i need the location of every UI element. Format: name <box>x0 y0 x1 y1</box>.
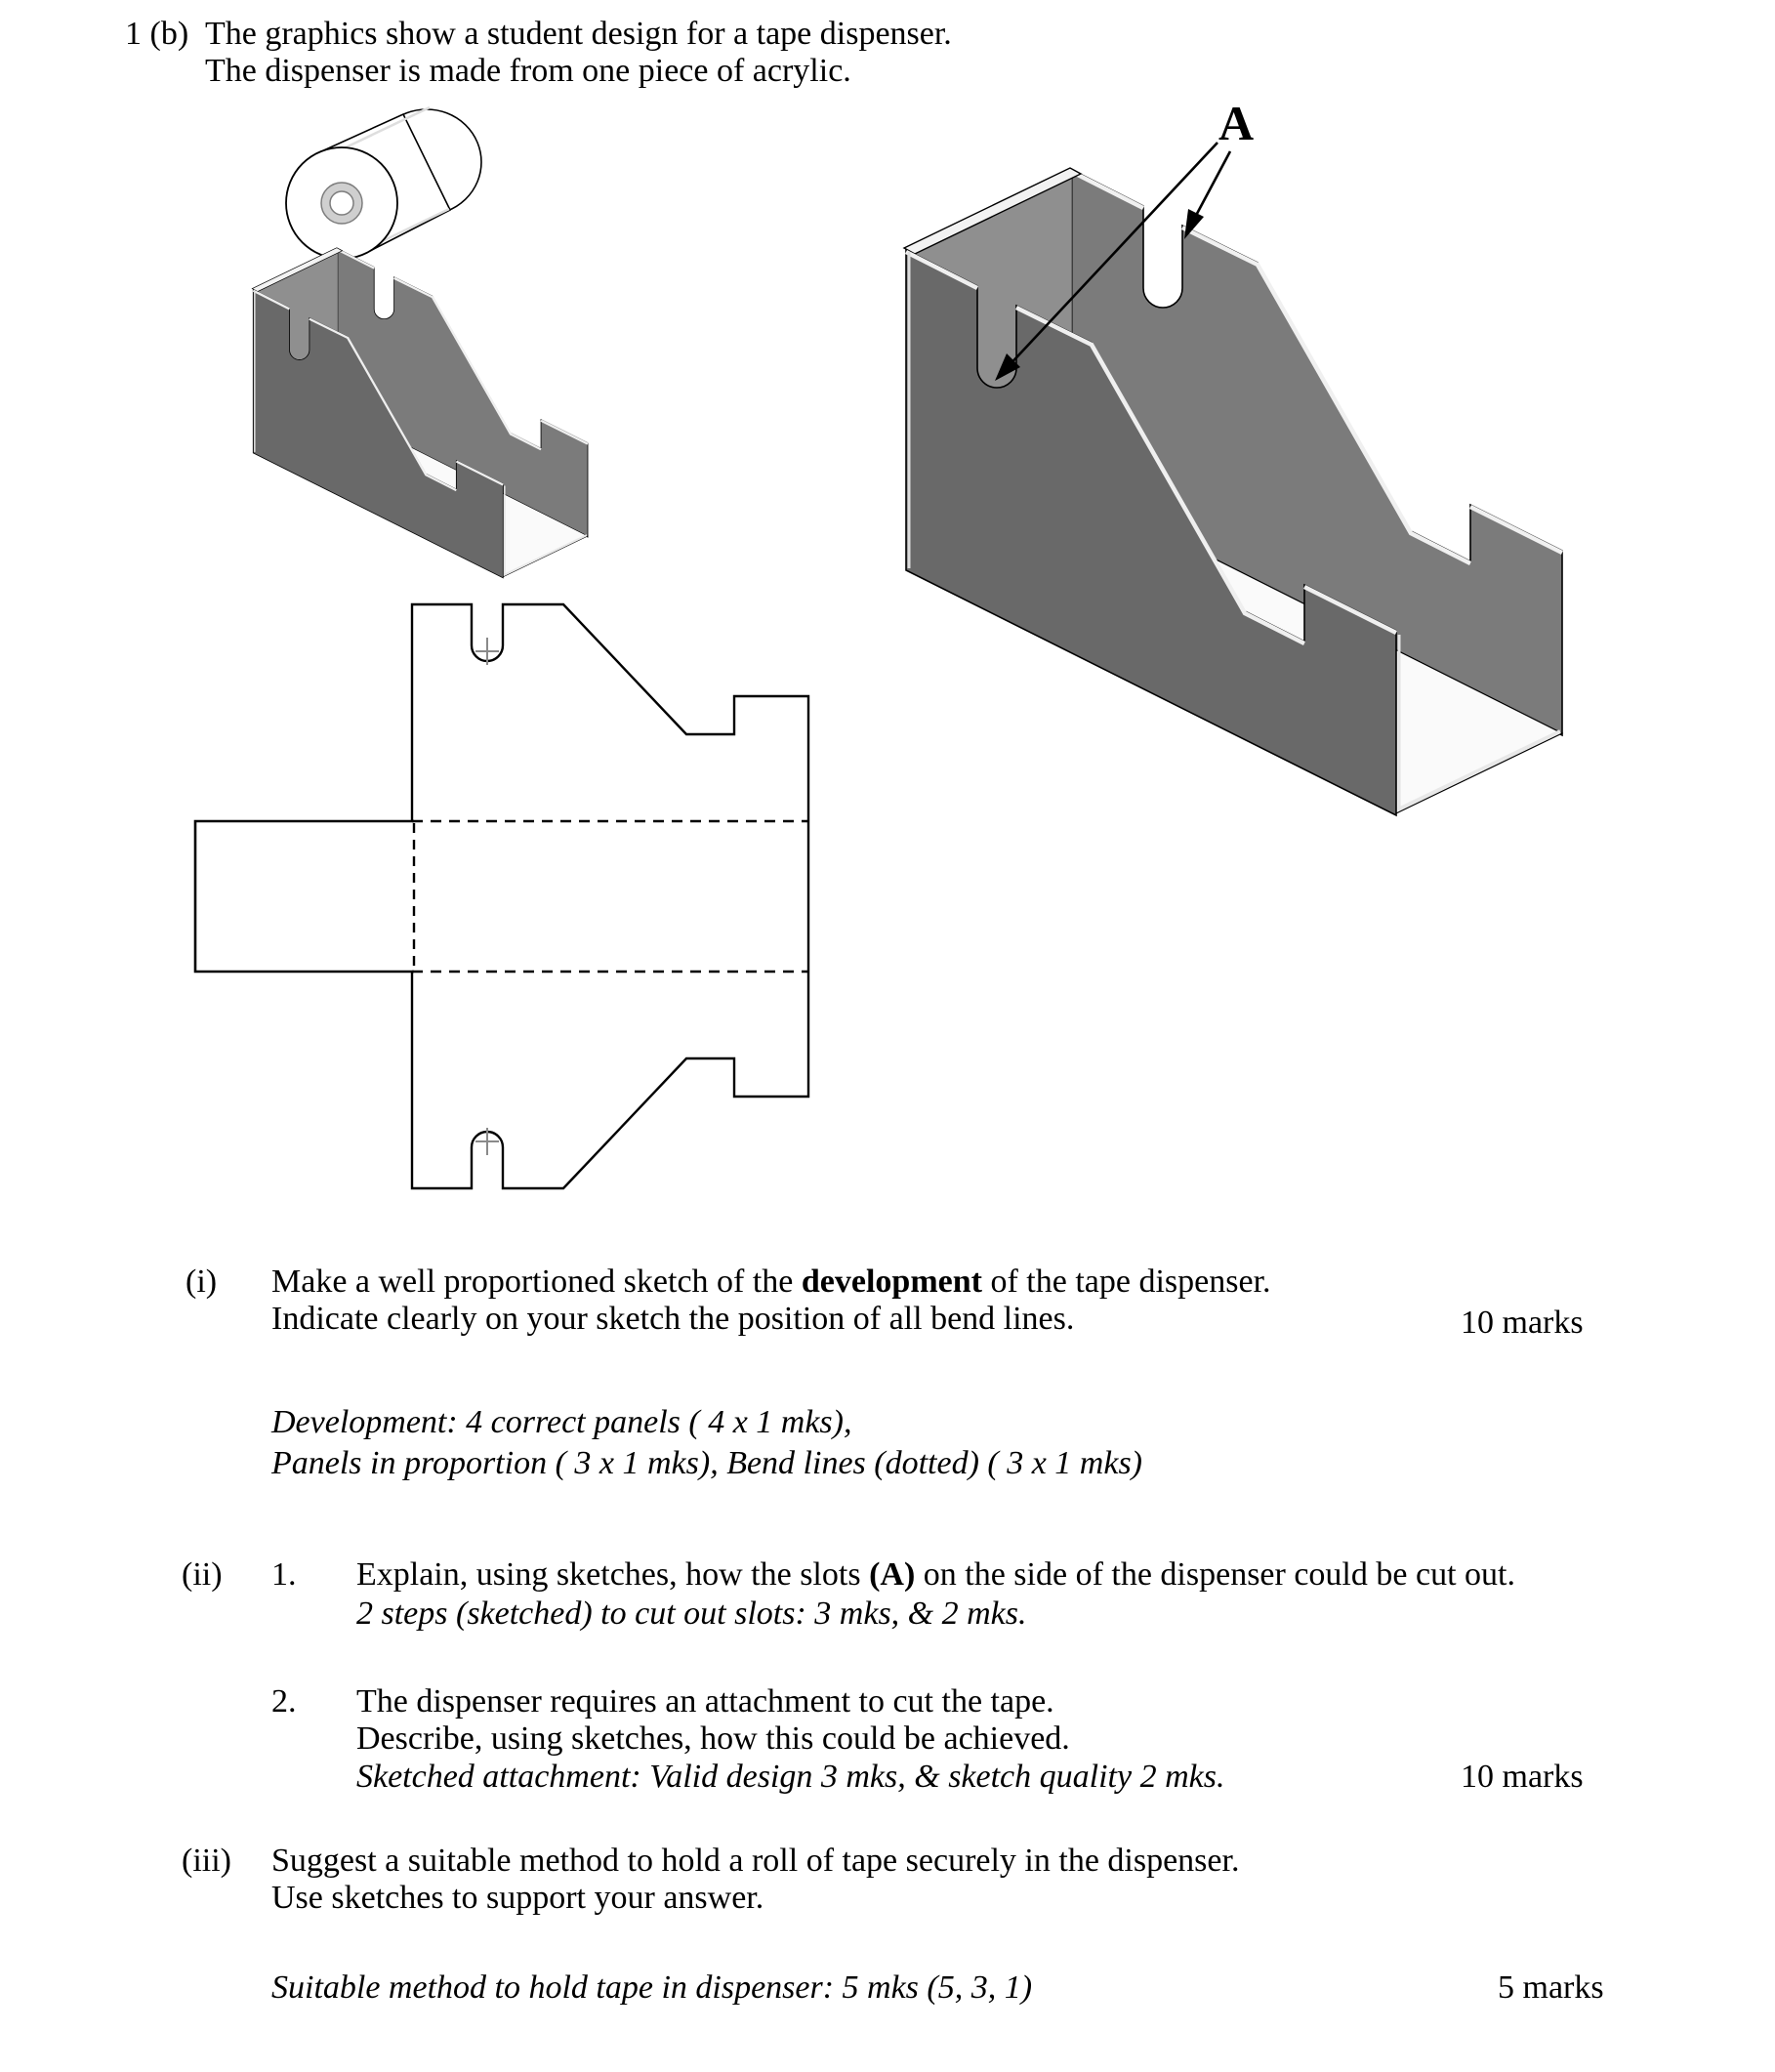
q3-number: (iii) <box>182 1843 231 1879</box>
q1-line1-pre: Make a well proportioned sketch of the <box>271 1264 802 1300</box>
q3-marks: 5 marks <box>1498 1969 1604 2006</box>
q2-number: (ii) <box>182 1556 223 1593</box>
q2-marks: 10 marks <box>1461 1759 1584 1795</box>
development-outline <box>412 604 808 1188</box>
q1-scheme-2: Panels in proportion ( 3 x 1 mks), Bend lines (dotted) ( 3 x 1 mks) <box>271 1445 1143 1481</box>
q2-item1-pre: Explain, using sketches, how the slots <box>356 1556 870 1593</box>
slot-label-a: A <box>1218 96 1255 150</box>
q3-line-1: Suggest a suitable method to hold a roll of tape securely in the dispenser. <box>271 1843 1240 1879</box>
q1-line-1 <box>271 1263 1271 1302</box>
q2-item2-scheme: Sketched attachment: Valid design 3 mks, & sketch quality 2 mks. <box>356 1759 1225 1795</box>
q2-item1-bold: (A) <box>869 1556 916 1593</box>
development-end-tab <box>195 821 414 972</box>
q1-marks: 10 marks <box>1461 1305 1584 1341</box>
q2-item2-number: 2. <box>271 1683 297 1720</box>
header-line-2: The dispenser is made from one piece of acrylic. <box>205 53 851 89</box>
header-line-1: The graphics show a student design for a tape dispenser. <box>205 16 952 52</box>
q1-number: (i) <box>186 1264 218 1300</box>
q2-item1-scheme: 2 steps (sketched) to cut out slots: 3 mks, & 2 mks. <box>356 1595 1027 1632</box>
slot-centre-mark-top <box>475 638 499 665</box>
q1-line1-post: of the tape dispenser. <box>981 1264 1271 1300</box>
q2-item1-line-1 <box>356 1555 1515 1595</box>
q2-item1-number: 1. <box>271 1556 297 1593</box>
slot-centre-mark-bottom <box>475 1128 499 1155</box>
q2-item2-line-2: Describe, using sketches, how this could be achieved. <box>356 1720 1070 1757</box>
q3-scheme: Suitable method to hold tape in dispenser: 5 mks (5, 3, 1) <box>271 1969 1033 2006</box>
q3-line-2: Use sketches to support your answer. <box>271 1880 764 1916</box>
q1-line1-bold: development <box>801 1264 982 1300</box>
q1-line-2: Indicate clearly on your sketch the position of all bend lines. <box>271 1301 1075 1337</box>
q2-item2-line-1: The dispenser requires an attachment to cut the tape. <box>356 1683 1054 1720</box>
q1-scheme-1: Development: 4 correct panels ( 4 x 1 mks), <box>271 1404 852 1440</box>
question-number: 1 (b) <box>125 16 189 52</box>
q2-item1-post: on the side of the dispenser could be cut out. <box>915 1556 1515 1593</box>
